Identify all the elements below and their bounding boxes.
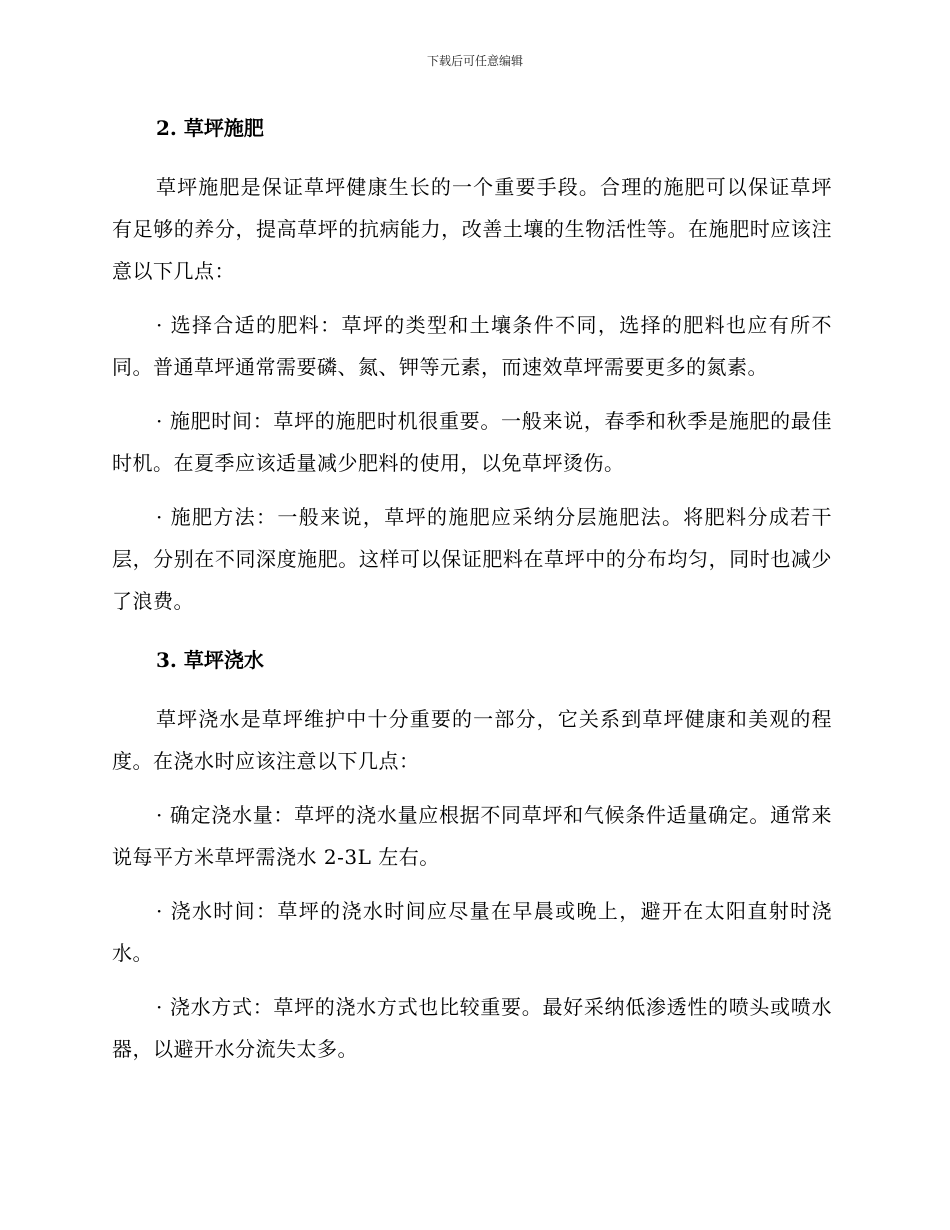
bullet-watering-time: · 浇水时间：草坪的浇水时间应尽量在早晨或晚上，避开在太阳直射时浇水。 [112, 899, 832, 965]
paragraph-fertilizing-intro: 草坪施肥是保证草坪健康生长的一个重要手段。合理的施肥可以保证草坪有足够的养分，提高草坪的抗病能力，改善土壤的生物活性等。在施肥时应该注意以下几点： [112, 175, 832, 283]
document-body [112, 112, 832, 1070]
bullet-watering-method: · 浇水方式：草坪的浇水方式也比较重要。最好采纳低渗透性的喷头或喷水器，以避开水分流失太多。 [112, 995, 832, 1061]
section-heading-watering: 3. 草坪浇水 [156, 648, 264, 672]
bullet-choose-fertilizer: · 选择合适的肥料：草坪的类型和土壤条件不同，选择的肥料也应有所不同。普通草坪通常需要磷、氮、钾等元素，而速效草坪需要更多的氮素。 [112, 313, 832, 379]
bullet-fertilizing-method: · 施肥方法：一般来说，草坪的施肥应采纳分层施肥法。将肥料分成若干层，分别在不同深度施肥。这样可以保证肥料在草坪中的分布均匀，同时也减少了浪费。 [112, 505, 832, 613]
bullet-watering-amount: · 确定浇水量：草坪的浇水量应根据不同草坪和气候条件适量确定。通常来说每平方米草坪需浇水 2-3L 左右。 [112, 803, 832, 869]
paragraph-watering-intro: 草坪浇水是草坪维护中十分重要的一部分，它关系到草坪健康和美观的程度。在浇水时应该注意以下几点： [112, 707, 832, 773]
page-header: 下载后可任意编辑 [426, 54, 523, 68]
section-heading-fertilizing: 2. 草坪施肥 [156, 116, 264, 140]
bullet-fertilizing-time: · 施肥时间：草坪的施肥时机很重要。一般来说，春季和秋季是施肥的最佳时机。在夏季应该适量减少肥料的使用，以免草坪烫伤。 [112, 409, 832, 475]
